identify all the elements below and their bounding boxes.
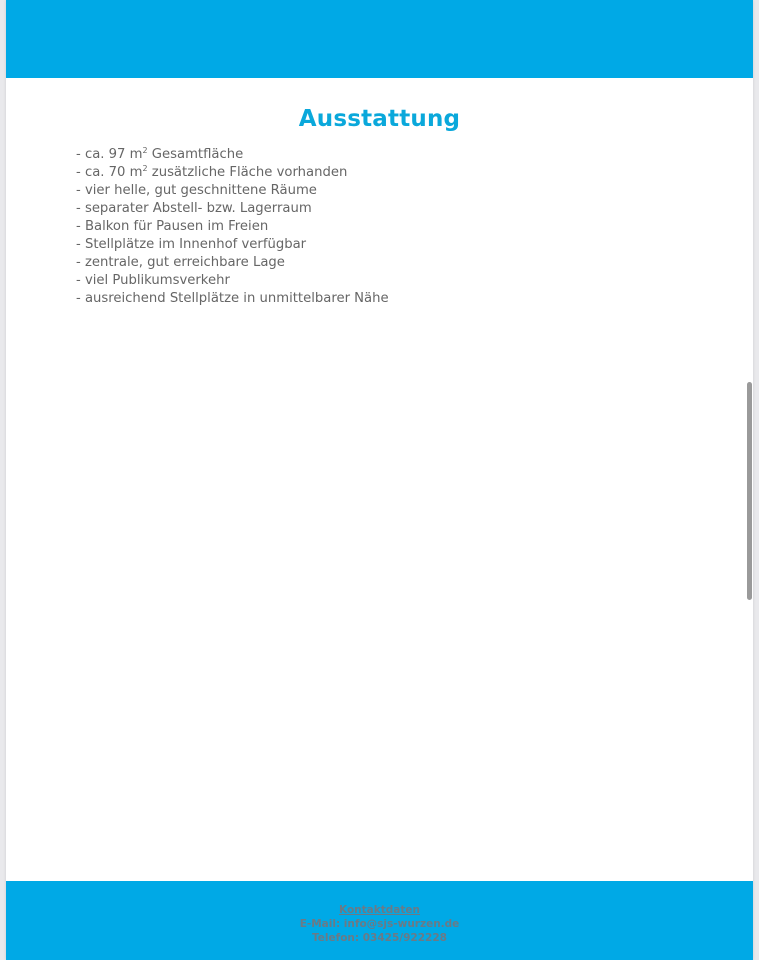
phone-text: Telefon: 03425/922228 (312, 932, 447, 944)
feature-item: - Balkon für Pausen im Freien (76, 219, 269, 234)
scrollbar-thumb[interactable] (747, 382, 752, 600)
footer-band (6, 881, 753, 960)
section-title: Ausstattung (298, 106, 461, 132)
feature-item: - zentrale, gut erreichbare Lage (76, 255, 285, 270)
feature-item: - separater Abstell- bzw. Lagerraum (76, 201, 312, 216)
feature-item: - viel Publikumsverkehr (76, 273, 230, 288)
feature-item: - ca. 97 $m^2$ Gesamtfläche (76, 146, 244, 162)
header-band (6, 0, 753, 78)
feature-item: - vier helle, gut geschnittene Räume (76, 183, 317, 198)
feature-item: - Stellplätze im Innenhof verfügbar (76, 237, 307, 252)
email-text: E-Mail: info@sjs-wurzen.de (299, 918, 460, 930)
feature-item: - ausreichend Stellplätze in unmittelbarer Nähe (76, 291, 389, 306)
feature-list (76, 146, 389, 308)
contact-info (6, 903, 753, 945)
document-page (6, 0, 753, 960)
contact-link[interactable]: Kontaktdaten (339, 904, 420, 916)
feature-item: - ca. 70 $m^2$ zusätzliche Fläche vorhanden (76, 164, 348, 180)
